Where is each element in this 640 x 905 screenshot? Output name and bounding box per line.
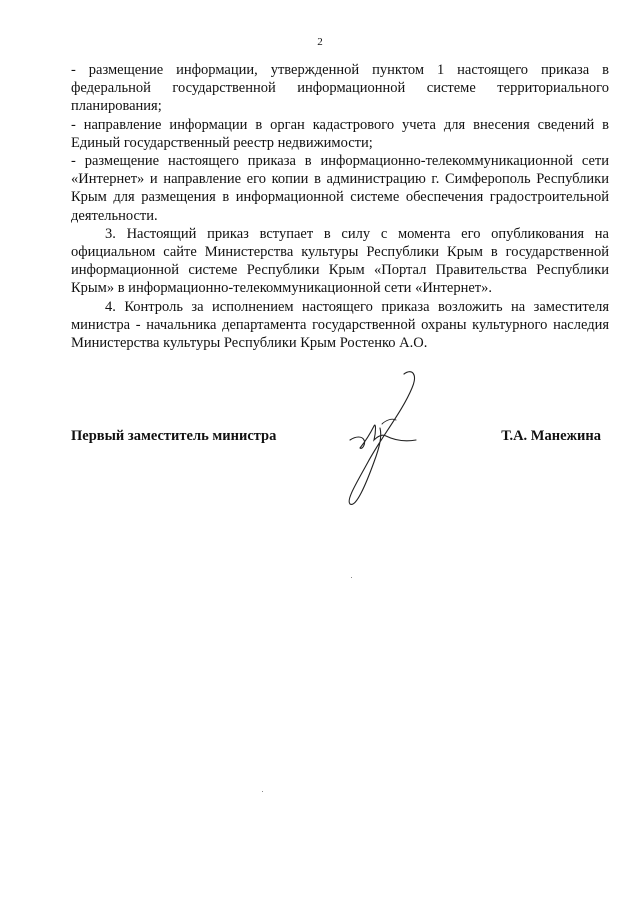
bullet-placement-info: - размещение информации, утвержденной пунктом 1 настоящего приказа в федеральной государственной информационной системе территориального планирования; xyxy=(71,62,609,115)
page-number: 2 xyxy=(317,36,323,48)
scan-speck xyxy=(351,577,352,578)
bullet-cadastral-direction: - направление информации в орган кадастрового учета для внесения сведений в Единый государственный реестр недвижимости; xyxy=(71,116,609,151)
clause-4: 4. Контроль за исполнением настоящего приказа возложить на заместителя министра - начальника департамента государственной охраны культурного наследия Министерства культуры Республики Крым Ростенко А.О. xyxy=(71,298,609,352)
handwritten-signature xyxy=(338,366,428,506)
signatory-title: Первый заместитель министра xyxy=(71,428,277,444)
document-body xyxy=(71,61,609,352)
scan-speck xyxy=(262,791,263,792)
signatory-name: Т.А. Манежина xyxy=(501,428,601,444)
bullet-internet-placement: - размещение настоящего приказа в информационно-телекоммуникационной сети «Интернет» и направление его копии в администрацию г. Симферополь Республики Крым для размещения в информационной системе обеспечения градостроительной деятельности. xyxy=(71,153,609,224)
clause-3: 3. Настоящий приказ вступает в силу с момента его опубликования на официальном сайте Министерства культуры Республики Крым в государственной информационной системе Республики Крым «Портал Правительства Республики Крым» в информационно-телекоммуникационной сети «Интернет». xyxy=(71,225,609,297)
